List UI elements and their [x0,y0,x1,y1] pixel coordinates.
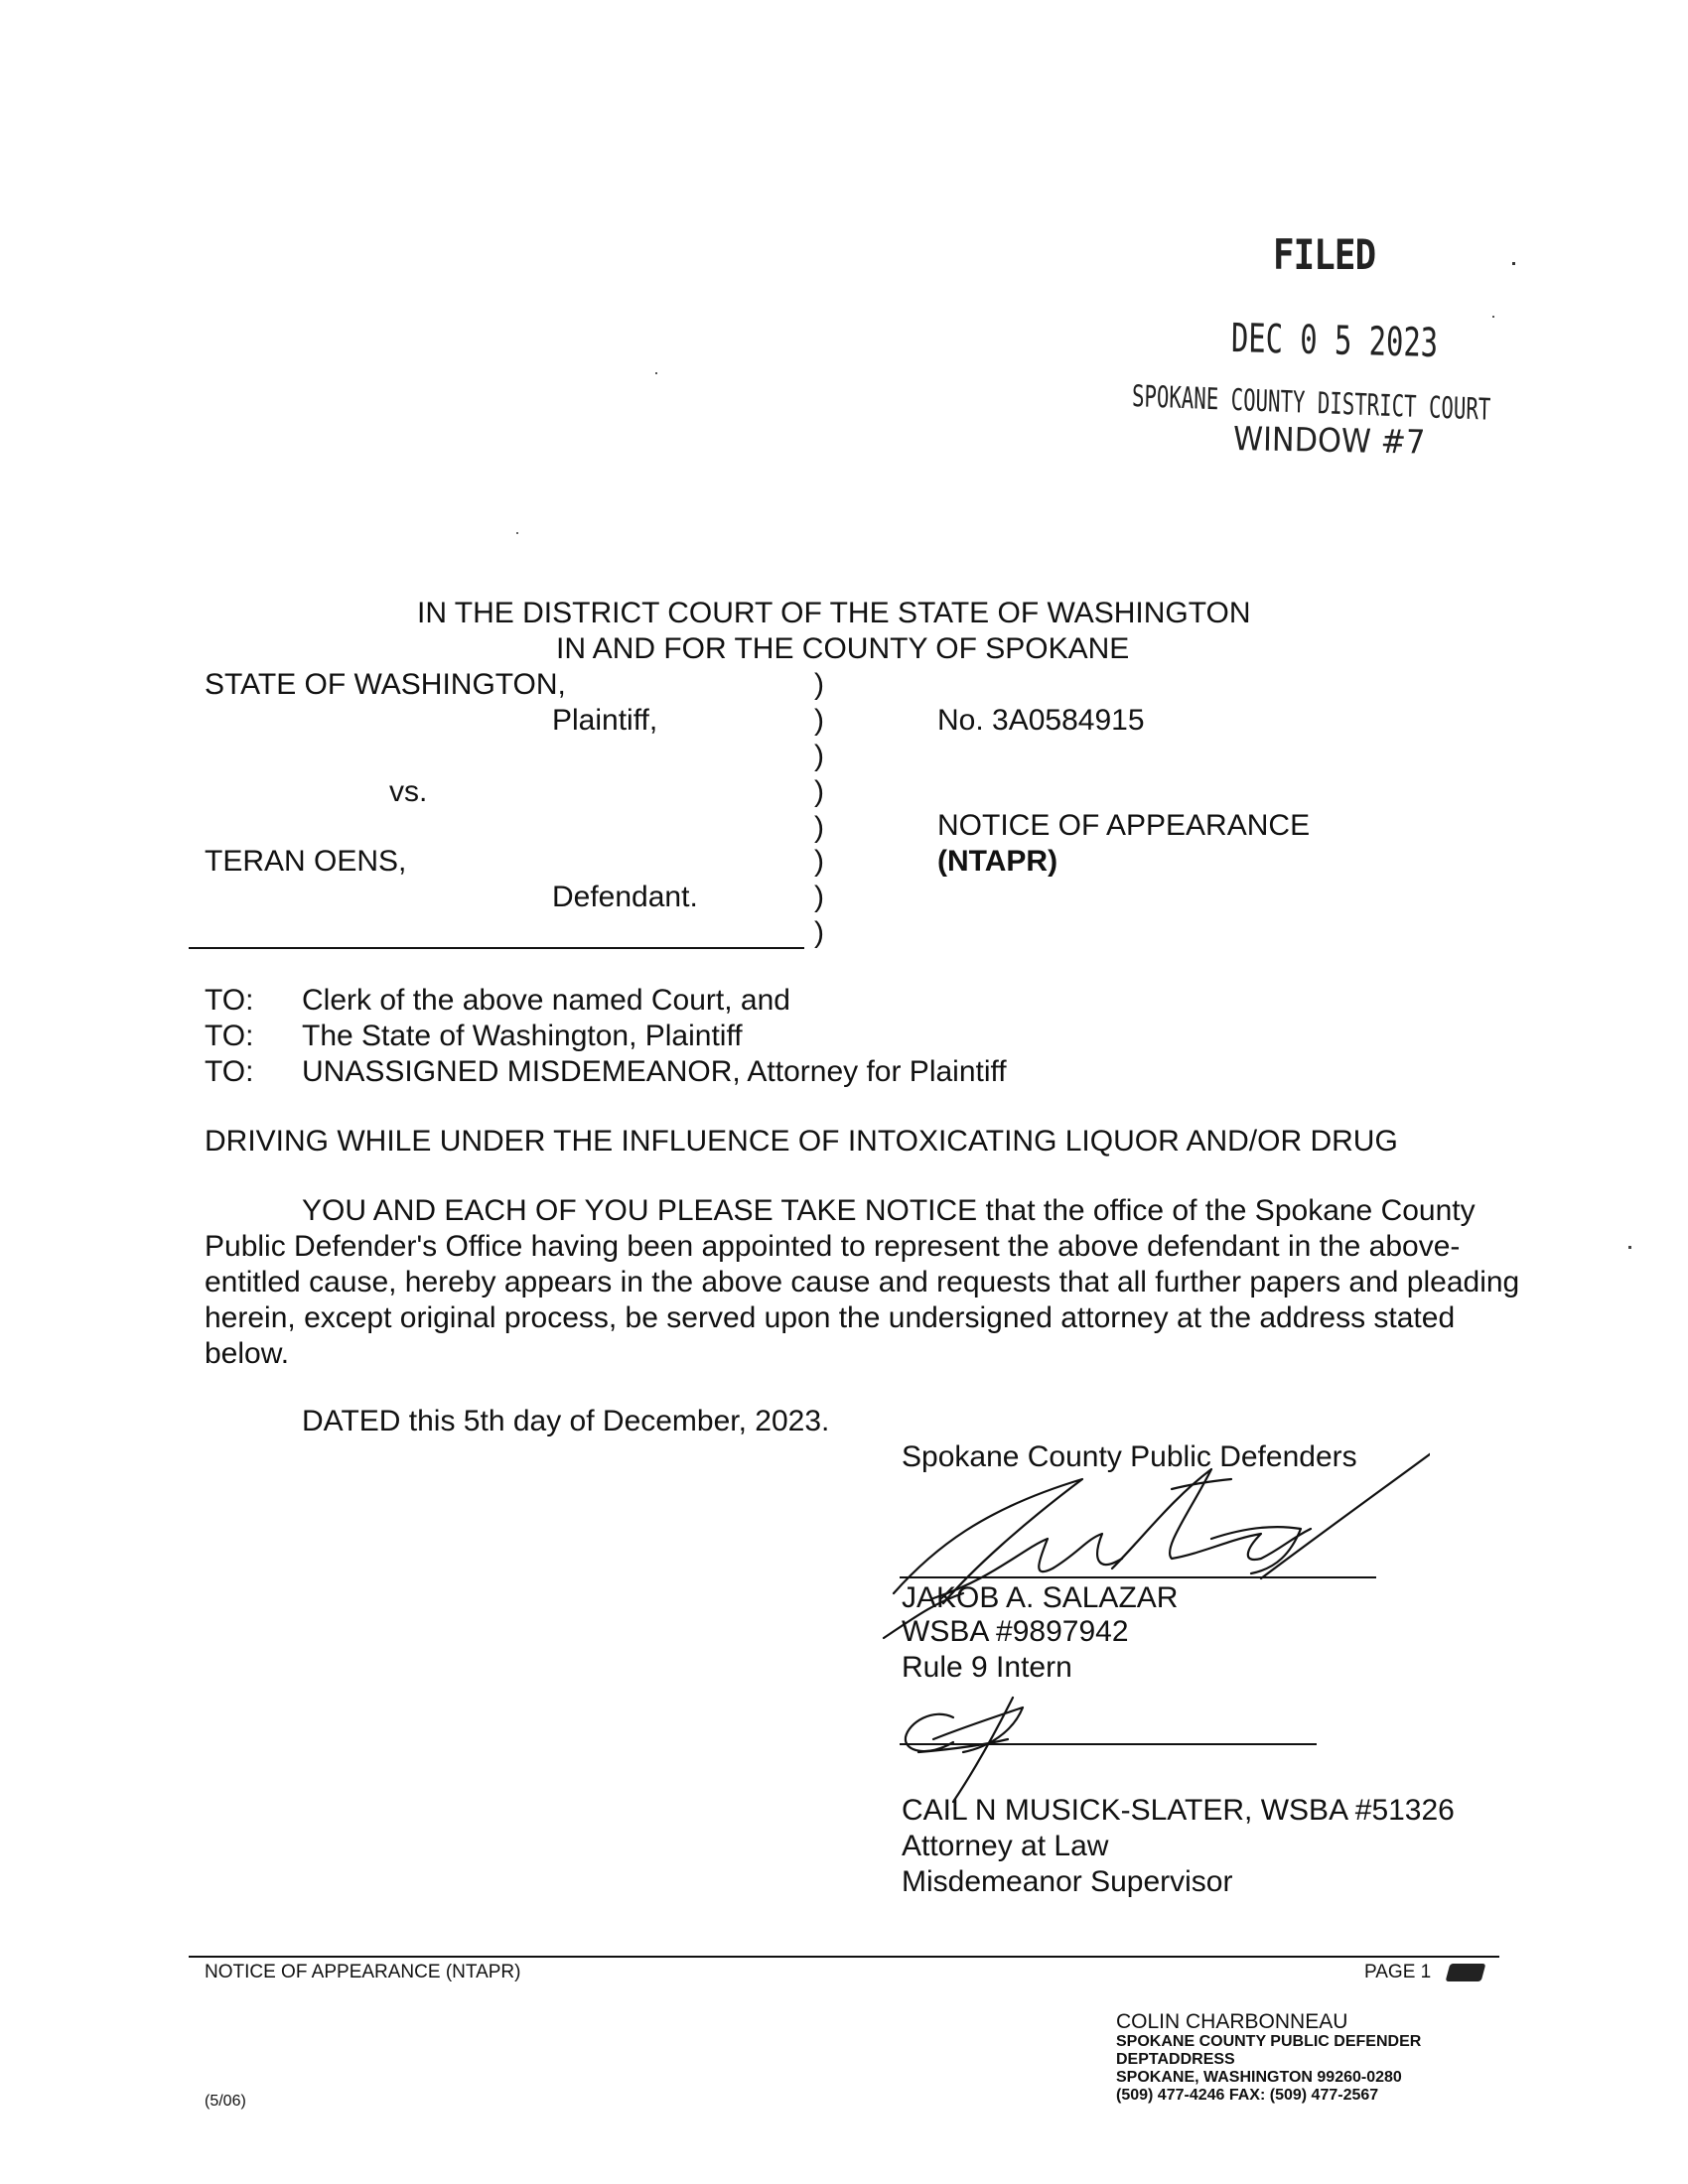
caption-paren: ) [814,704,824,737]
plaintiff-role: Plaintiff, [552,704,658,737]
document-code: (NTAPR) [937,845,1058,878]
caption-paren: ) [814,916,824,949]
defendant-role: Defendant. [552,881,698,913]
footer-page-number: PAGE 1 [1364,1962,1432,1982]
caption-paren: ) [814,845,824,878]
court-header-line1: IN THE DISTRICT COURT OF THE STATE OF WASHINGTON [417,597,1251,629]
dated-line: DATED this 5th day of December, 2023. [302,1405,830,1437]
caption-underline [189,947,804,949]
filed-stamp-label: FILED [1273,230,1376,279]
signature-line-1 [900,1576,1376,1578]
court-header-line2: IN AND FOR THE COUNTY OF SPOKANE [556,632,1130,665]
signature-office: Spokane County Public Defenders [902,1440,1357,1473]
recipient-prefix: TO: [205,984,254,1017]
signer2-title2: Misdemeanor Supervisor [902,1865,1233,1898]
caption-paren: ) [814,775,824,808]
caption-paren: ) [814,668,824,701]
filed-stamp-court: SPOKANE COUNTY DISTRICT COURT [1131,379,1491,428]
signer2-title1: Attorney at Law [902,1830,1109,1862]
signer1-title: Rule 9 Intern [902,1651,1072,1684]
document-title: NOTICE OF APPEARANCE [937,809,1311,842]
signer1-name: JAKOB A. SALAZAR [902,1581,1179,1614]
recipient-text: The State of Washington, Plaintiff [302,1020,743,1052]
case-number: No. 3A0584915 [937,704,1145,737]
filed-stamp-window: WINDOW #7 [1232,419,1426,462]
footer-address-line: (509) 477-4246 FAX: (509) 477-2567 [1116,2087,1379,2104]
recipient-text: Clerk of the above named Court, and [302,984,790,1017]
footer-document-name: NOTICE OF APPEARANCE (NTAPR) [205,1962,521,1982]
scan-speck [1512,262,1515,265]
notice-paragraph: YOU AND EACH OF YOU PLEASE TAKE NOTICE that the office of the Spokane County Public Defender's Office having been appointed to represent the above defendant in the above-entitled cause, hereby appears in the above cause and requests that all further papers and pleading herein, except original process, be served upon the undersigned attorney at the address stated below. [205,1194,1520,1370]
footer-address-name: COLIN CHARBONNEAU [1116,2010,1348,2033]
signature-2-image [894,1678,1112,1807]
recipient-prefix: TO: [205,1055,254,1088]
footer-address-line: SPOKANE COUNTY PUBLIC DEFENDER [1116,2033,1422,2050]
caption-paren: ) [814,740,824,772]
recipient-prefix: TO: [205,1020,254,1052]
signer2-name: CAIL N MUSICK-SLATER, WSBA #51326 [902,1794,1455,1827]
caption-paren: ) [814,811,824,844]
scan-speck [1492,316,1494,318]
versus-label: vs. [389,775,428,808]
footer-address-line: DEPTADDRESS [1116,2051,1235,2068]
footer-rule [189,1956,1499,1958]
footer-address-line: SPOKANE, WASHINGTON 99260-0280 [1116,2069,1402,2086]
caption-paren: ) [814,881,824,913]
recipient-text: UNASSIGNED MISDEMEANOR, Attorney for Plaintiff [302,1055,1007,1088]
defendant-name: TERAN OENS, [205,845,407,878]
signer1-wsba: WSBA #9897942 [902,1615,1129,1648]
scan-speck [516,532,518,534]
scan-speck [1628,1246,1631,1249]
scan-speck [655,372,657,374]
footer-page-smudge [1446,1964,1486,1981]
footer-form-code: (5/06) [205,2093,246,2110]
signature-line-2 [900,1743,1317,1745]
plaintiff-name: STATE OF WASHINGTON, [205,668,566,701]
filed-stamp-date: DEC 0 5 2023 [1230,316,1439,367]
charge-text: DRIVING WHILE UNDER THE INFLUENCE OF INTOXICATING LIQUOR AND/OR DRUG [205,1125,1398,1158]
